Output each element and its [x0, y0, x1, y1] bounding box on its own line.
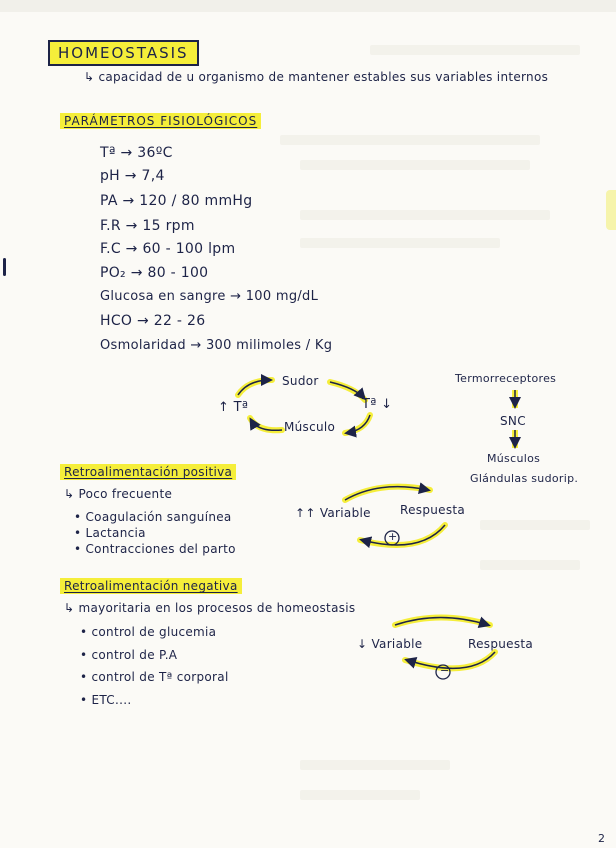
- positiva-respuesta: Respuesta: [400, 503, 466, 517]
- negativa-bullet-text: control de glucemia: [91, 625, 217, 639]
- positiva-bullet-text: Lactancia: [85, 526, 146, 540]
- positiva-bullet: • Contracciones del parto: [74, 542, 236, 556]
- negativa-bullet: • ETC....: [80, 693, 132, 707]
- negativa-sign: −: [440, 664, 450, 677]
- positiva-bullet-text: Contracciones del parto: [85, 542, 236, 556]
- temp-cycle-bottom: Músculo: [284, 420, 336, 434]
- negativa-bullet: • control de Tª corporal: [80, 670, 229, 684]
- positiva-bullet: • Lactancia: [74, 526, 146, 540]
- param-ph: pH → 7,4: [100, 168, 165, 184]
- negativa-variable: ↓ Variable: [357, 637, 423, 651]
- param-fc: F.C → 60 - 100 lpm: [100, 241, 236, 257]
- positiva-sign: +: [388, 530, 398, 543]
- negativa-bullet-text: control de P.A: [91, 648, 178, 662]
- negativa-bullet: • control de P.A: [80, 648, 178, 662]
- page-number: 2: [598, 832, 606, 845]
- positiva-sub: ↳ Poco frecuente: [64, 487, 173, 501]
- temp-cycle-right: Tª ↓: [362, 397, 393, 412]
- definition: ↳ capacidad de u organismo de mantener estables sus variables internos: [84, 70, 549, 84]
- negativa-sub: ↳ mayoritaria en los procesos de homeostasis: [64, 601, 356, 615]
- negativa-respuesta: Respuesta: [468, 637, 534, 651]
- negativa-bullet-text: control de Tª corporal: [91, 670, 229, 684]
- param-po2: PO₂ → 80 - 100: [100, 265, 209, 281]
- negativa-bullet-text: ETC....: [91, 693, 132, 707]
- param-glucosa: Glucosa en sangre → 100 mg/dL: [100, 289, 319, 304]
- temp-cycle-top: Sudor: [282, 374, 319, 388]
- chain-glandulas: Glándulas sudorip.: [470, 472, 579, 485]
- positiva-variable: ↑↑ Variable: [295, 506, 371, 520]
- positiva-heading: Retroalimentación positiva: [60, 464, 236, 480]
- param-osmolaridad: Osmolaridad → 300 milimoles / Kg: [100, 338, 333, 353]
- chain-termorreceptores: Termorreceptores: [455, 372, 557, 385]
- negativa-bullet: • control de glucemia: [80, 625, 217, 639]
- positiva-bullet: • Coagulación sanguínea: [74, 510, 232, 524]
- param-fr: F.R → 15 rpm: [100, 218, 195, 234]
- chain-snc: SNC: [500, 414, 526, 428]
- chain-musculos: Músculos: [487, 452, 541, 465]
- param-temp: Tª → 36ºC: [100, 145, 173, 161]
- param-hco: HCO → 22 - 26: [100, 313, 206, 329]
- temp-cycle-left: ↑ Tª: [218, 400, 249, 415]
- page-title: HOMEOSTASIS: [48, 40, 199, 66]
- param-pa: PA → 120 / 80 mmHg: [100, 193, 253, 209]
- negativa-heading: Retroalimentación negativa: [60, 578, 242, 594]
- positiva-bullet-text: Coagulación sanguínea: [85, 510, 232, 524]
- parametros-heading: PARÁMETROS FISIOLÓGICOS: [60, 113, 261, 129]
